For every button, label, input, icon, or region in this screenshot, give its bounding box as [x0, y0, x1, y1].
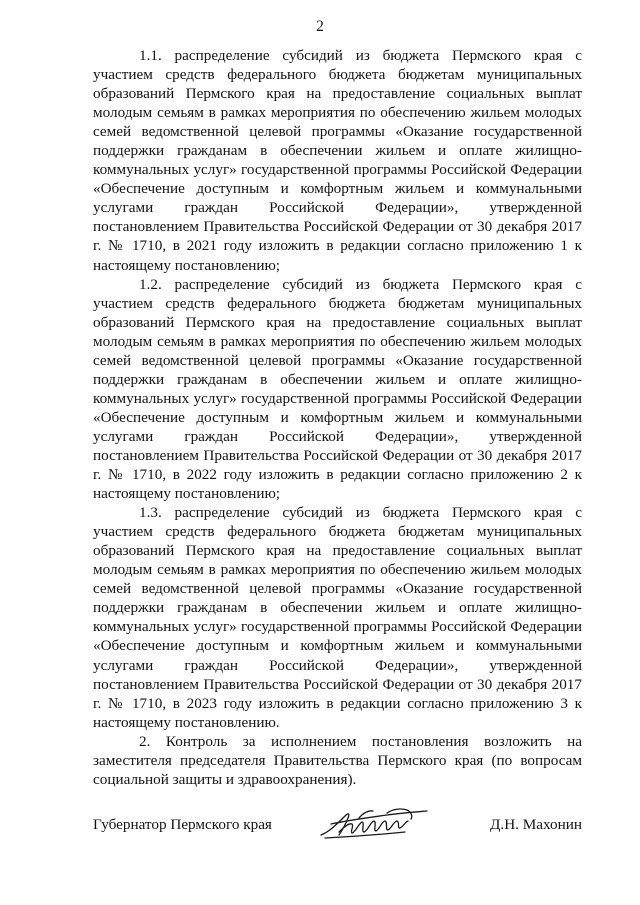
document-body	[93, 46, 582, 789]
signatory-name: Д.Н. Махонин	[490, 816, 582, 833]
paragraph-1-2: 1.2. распределение субсидий из бюджета Пермского края с участием средств федерального бюджета бюджетам муниципальных образований Пермского края на предоставление социальных выплат молодым семьям в рамках мероприятия по обеспечению жильем молодых семей ведомственной целевой программы «Оказание государственной поддержки гражданам в обеспечении жильем и оплате жилищно-коммунальных услуг» государственной программы Российской Федерации «Обеспечение доступным и комфортным жильем и коммунальными услугами граждан Российской Федерации», утвержденной постановлением Правительства Российской Федерации от 30 декабря 2017 г. № 1710, в 2022 году изложить в редакции согласно приложению 2 к настоящему постановлению;	[93, 275, 582, 503]
paragraph-1-1: 1.1. распределение субсидий из бюджета Пермского края с участием средств федерального бюджета бюджетам муниципальных образований Пермского края на предоставление социальных выплат молодым семьям в рамках мероприятия по обеспечению жильем молодых семей ведомственной целевой программы «Оказание государственной поддержки гражданам в обеспечении жильем и оплате жилищно-коммунальных услуг» государственной программы Российской Федерации «Обеспечение доступным и комфортным жильем и коммунальными услугами граждан Российской Федерации», утвержденной постановлением Правительства Российской Федерации от 30 декабря 2017 г. № 1710, в 2021 году изложить в редакции согласно приложению 1 к настоящему постановлению;	[93, 47, 582, 274]
signatory-position: Губернатор Пермского края	[93, 816, 272, 833]
paragraph-1-3: 1.3. распределение субсидий из бюджета Пермского края с участием средств федерального бюджета бюджетам муниципальных образований Пермского края на предоставление социальных выплат молодым семьям в рамках мероприятия по обеспечению жильем молодых семей ведомственной целевой программы «Оказание государственной поддержки гражданам в обеспечении жильем и оплате жилищно-коммунальных услуг» государственной программы Российской Федерации «Обеспечение доступным и комфортным жильем и коммунальными услугами граждан Российской Федерации», утвержденной постановлением Правительства Российской Федерации от 30 декабря 2017 г. № 1710, в 2023 году изложить в редакции согласно приложению 3 к настоящему постановлению.	[93, 504, 582, 731]
page-number: 2	[316, 18, 324, 35]
signature-block	[93, 808, 582, 848]
handwritten-signature-icon	[315, 804, 433, 844]
paragraph-2: 2. Контроль за исполнением постановления возложить на заместителя председателя Правительства Пермского края (по вопросам социальной защиты и здравоохранения).	[93, 732, 582, 788]
